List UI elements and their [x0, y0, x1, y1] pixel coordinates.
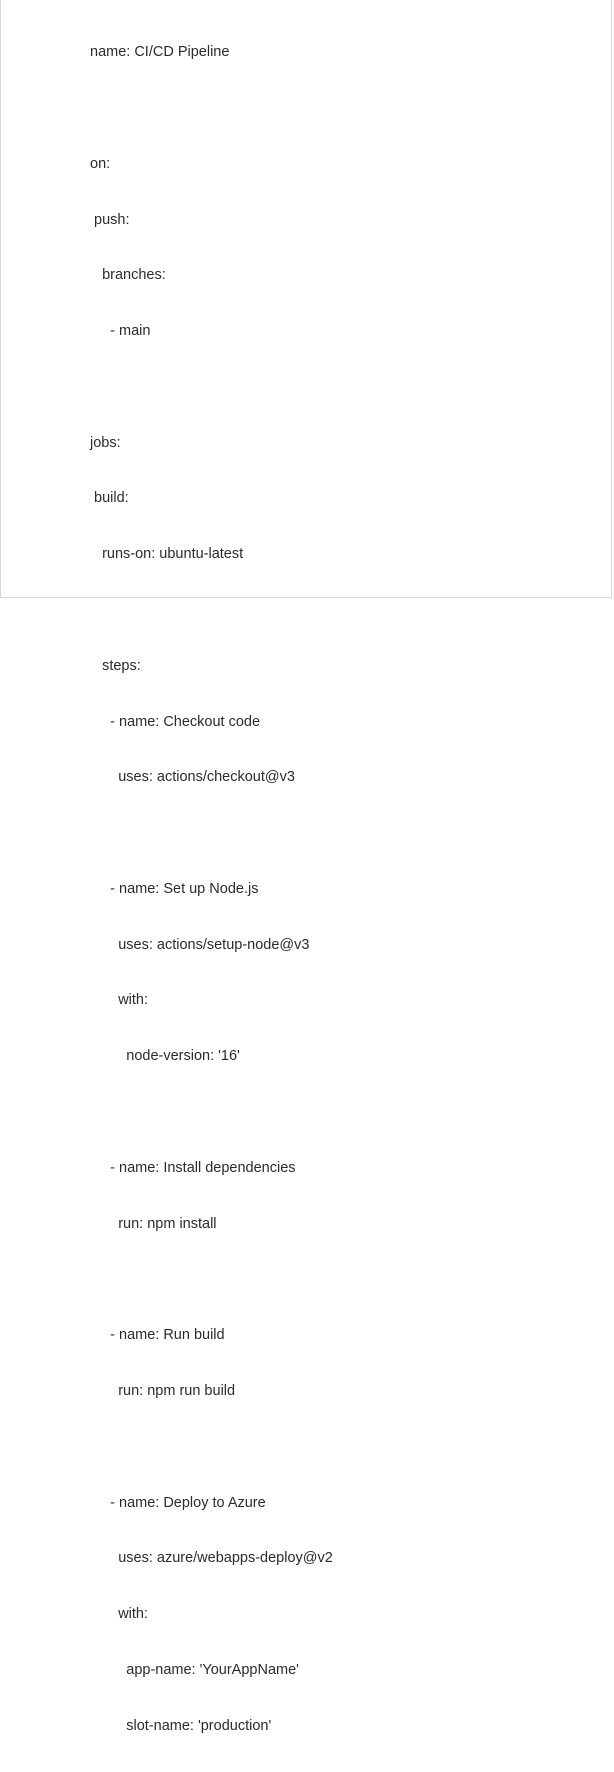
code-line: uses: actions/setup-node@v3 [90, 936, 310, 953]
code-line: app-name: 'YourAppName' [90, 1661, 299, 1678]
code-line [90, 1438, 333, 1457]
code-line: - name: Set up Node.js [90, 880, 259, 897]
code-line: name: CI/CD Pipeline [90, 44, 230, 61]
code-line: - name: Checkout code [90, 713, 261, 730]
code-line [90, 601, 333, 620]
code-line [90, 99, 333, 118]
code-line: - main [90, 323, 151, 340]
code-line: on: [90, 155, 111, 172]
code-line [90, 1103, 333, 1122]
code-line: runs-on: ubuntu-latest [90, 546, 244, 563]
yaml-code-block [90, 6, 333, 1772]
code-line: with: [90, 992, 149, 1009]
code-line: - name: Run build [90, 1327, 225, 1344]
code-line: uses: azure/webapps-deploy@v2 [90, 1550, 333, 1567]
code-line: uses: actions/checkout@v3 [90, 769, 295, 786]
code-line [90, 824, 333, 843]
code-line: slot-name: 'production' [90, 1717, 272, 1734]
code-line: - name: Install dependencies [90, 1159, 296, 1176]
code-line [90, 378, 333, 397]
code-line: - name: Deploy to Azure [90, 1494, 266, 1511]
code-line: push: [90, 211, 130, 228]
code-line: with: [90, 1606, 149, 1623]
code-line: steps: [90, 657, 141, 674]
code-line: build: [90, 490, 129, 507]
code-line: branches: [90, 267, 166, 284]
code-line: node-version: '16' [90, 1048, 240, 1065]
code-line [90, 1270, 333, 1289]
code-line: jobs: [90, 434, 121, 451]
code-line: run: npm install [90, 1215, 217, 1232]
code-line: run: npm run build [90, 1382, 236, 1399]
